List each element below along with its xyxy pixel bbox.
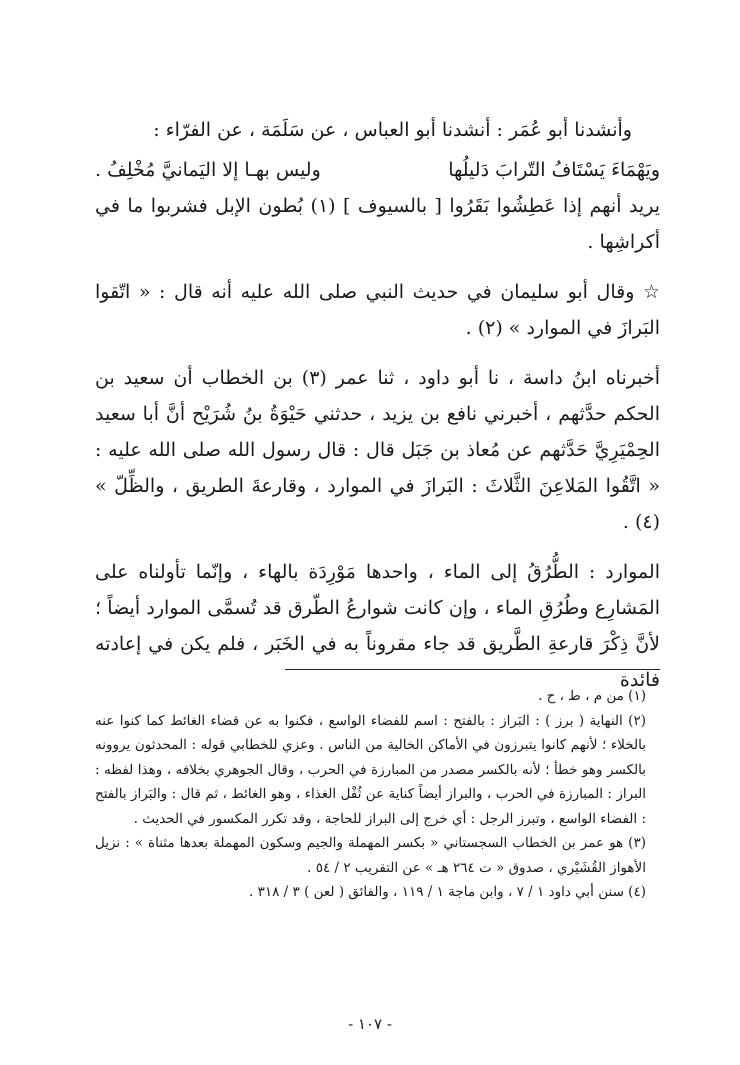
footnote-4: (٤) سنن أبي داود ١ / ٧ ، وابن ماجة ١ / ١١٩ ، والفائق ( لعن ) ٣ / ٣١٨ . <box>249 884 646 900</box>
footnote-2: (٢) النهاية ( برز ) : البَراز : بالفتح : اسم للفضاء الواسع ، فكنوا به عن قضاء الغائط كما كنوا عنه بالخلاء ؛ لأنهم كانوا يتبرزون في الأماكن الخالية من الناس . وعزي للخطابي قوله : المحدثون يروونه بالكسر وهو خطأ ؛ لأنه بالكسر مصدر من المبارزة في الحرب ، وقال الجوهري بخلافه ، وهذا لفظه : البراز : المبارزة في الحرب ، والبراز أيضاً كناية عن ثُفْل الغذاء ، وهو الغائط ، ثم قال : والبَراز بالفتح : الفضاء الواسع ، وتبرز الرجل : أي خرج إلى البراز للحاجة ، وقد تكرر المكسور في الحديث . <box>95 712 646 827</box>
verse-first-hemistich: ويَهْمَاءَ يَسْتَافُ التّرابَ دَليلُها <box>448 159 660 181</box>
footnotes-section <box>95 684 660 905</box>
hadith-intro: ☆ وقال أبو سليمان في حديث النبي صلى الله عليه أنه قال : « اتّقوا البَرازَ في الموارد » (٢) . <box>95 281 660 339</box>
page-number: - ١٠٧ - <box>348 1015 392 1033</box>
verse-explanation: يريد أنهم إذا عَطِشُوا بَقَرُوا [ بالسيوف ] (١) بُطون الإبل فشربوا ما في أكراشِها . <box>95 195 660 253</box>
footnote-3: (٣) هو عمر بن الخطاب السجستاني « بكسر المهملة والجيم وسكون المهملة بعدها مثناة » : نزيل الأهواز القُشَيْري ، صدوق « ت ٢٦٤ هـ » عن التقريب ٢ / ٥٤ . <box>95 835 646 876</box>
footnote-divider <box>285 669 660 670</box>
verse-second-hemistich: وليس بهـا إلا اليَمانيَّ مُخْلِفُ . <box>95 159 321 181</box>
poetry-verse <box>95 152 660 188</box>
mawarid-paragraph: الموارد : الطُّرُقُ إلى الماء ، واحدها مَوْرِدَة بالهاء ، وإنّما تأولناه على المَشارِع وطُرُقِ الماء ، وإن كانت شوارعُ الطّرق قد تُسمَّى الموارد أيضاً ؛ لأنَّ ذِكْرَ قارعةِ الطَّريق قد جاء مقروناً به في الخَبَر ، فلم يكن في إعادته فائدة <box>95 561 660 691</box>
footnote-1: (١) من م ، ط ، ح . <box>538 688 646 704</box>
isnad-paragraph: أخبرناه ابنُ داسة ، نا أبو داود ، ثنا عمر (٣) بن الخطاب أن سعيد بن الحكم حدَّثهم ، أخبرني نافع بن يزيد ، حدثني حَيْوَةُ بنُ شُرَيْح أنَّ أبا سعيد الحِمْيَرِيَّ حَدَّثهم عن مُعاذ بن جَبَل قال : قال رسول الله صلى الله عليه : « اتَّقُوا المَلاعِنَ الثَّلاثَ : البَرازَ في الموارد ، وقارعةَ الطريق ، والظِّلّ » (٤) . <box>95 367 660 533</box>
main-text <box>95 112 660 698</box>
intro-line: وأنشدنا أبو عُمَر : أنشدنا أبو العباس ، عن سَلَمَة ، عن الفرّاء : <box>153 119 632 141</box>
